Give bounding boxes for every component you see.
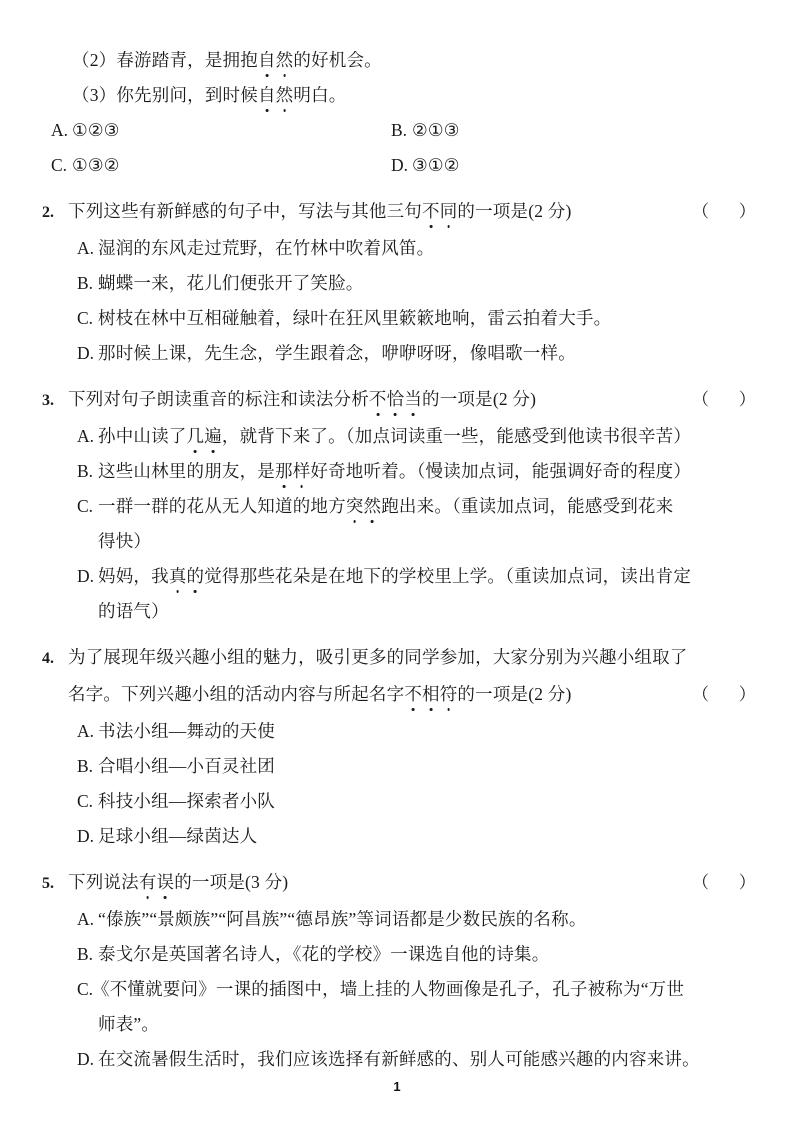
question-4-stem-emphasis: 不相符 [404,684,458,704]
intro-options-row-2 [42,157,754,192]
question-4-option-c-text: 科技小组—探索者小队 [98,791,275,811]
question-4-option-d[interactable] [68,828,754,863]
question-4-number: 4. [42,650,54,667]
intro-option-c[interactable] [42,157,382,192]
question-5-option-a-text: “傣族”“景颇族”“阿昌族”“德昂族”等词语都是少数民族的名称。 [98,909,587,929]
question-4-option-a-text: 书法小组—舞动的天使 [98,721,275,741]
sub-item-3-marker: （3） [72,85,117,105]
question-4-option-a[interactable] [68,723,754,758]
question-5-option-b-text: 泰戈尔是英国著名诗人，《花的学校》一课选自他的诗集。 [98,944,550,964]
question-2-option-b-label: B. [77,273,94,293]
question-2 [42,203,754,380]
question-2-stem-after: 的一项是(2 分) [457,201,572,221]
question-3-option-d-emphasis: 真的 [168,566,205,586]
question-2-option-a-label: A. [77,238,95,258]
question-4-option-b-text: 合唱小组—小百灵社团 [98,756,275,776]
exam-content [42,52,754,1086]
question-2-option-c-text: 树枝在林中互相碰触着，绿叶在狂风里簌簌地响，雷云拍着大手。 [98,308,612,328]
question-5-option-b-label: B. [77,944,94,964]
question-5 [42,874,754,1086]
intro-option-b-label: B. [391,120,408,140]
question-4-option-d-label: D. [77,826,95,846]
sub-item-2-before: 春游踏青，是拥抱 [116,50,258,70]
question-4-stem-line-1-text: 为了展现年级兴趣小组的魅力，吸引更多的同学参加，大家分别为兴趣小组取了 [68,647,688,667]
question-2-number: 2. [42,204,54,221]
question-5-stem [68,874,754,911]
question-3-option-a[interactable] [68,428,754,463]
question-3-option-c-text: 一群一群的花从无人知道的地方突然跑出来。（重读加点词，能感受到花来 [98,496,674,516]
question-3-option-b-label: B. [77,461,94,481]
question-5-number: 5. [42,875,54,892]
question-4-stem-line-2 [68,686,754,723]
question-5-answer-bracket[interactable]: （ ） [692,873,756,892]
question-3 [42,391,754,638]
question-5-stem-after: 的一项是(3 分) [174,872,289,892]
intro-option-a[interactable] [42,122,382,157]
sub-item-2-marker: （2） [72,50,117,70]
question-4-option-b[interactable] [68,758,754,793]
sub-item-3-emphasis: 自然 [257,85,294,105]
page-number: 1 [393,1079,401,1094]
question-2-option-a-text: 湿润的东风走过荒野，在竹林中吹着风笛。 [98,238,435,258]
question-2-stem-emphasis: 不同 [422,201,458,221]
question-2-option-a[interactable] [68,240,754,275]
question-2-option-c[interactable] [68,310,754,345]
question-3-option-b-text: 这些山林里的朋友，是那样好奇地听着。（慢读加点词，能强调好奇的程度） [98,461,692,481]
question-3-option-a-label: A. [77,426,95,446]
question-3-option-d[interactable] [68,568,754,603]
question-4-stem-before: 名字。下列兴趣小组的活动内容与所起名字 [68,684,405,704]
question-3-stem [68,391,754,428]
intro-option-a-label: A. [51,120,69,140]
question-5-option-a-label: A. [77,909,95,929]
question-4 [42,649,754,863]
question-3-option-a-emphasis: 几遍 [186,426,222,446]
question-3-stem-after: 的一项是(2 分) [422,389,537,409]
intro-option-c-label: C. [51,155,68,175]
question-5-option-c-cont: 师表”。 [98,1014,160,1034]
question-3-stem-before: 下列对句子朗读重音的标注和读法分析 [68,389,369,409]
question-4-stem-line-1 [68,649,754,686]
question-5-option-c[interactable] [68,981,754,1016]
sub-item-2 [42,52,754,87]
question-5-stem-emphasis: 有误 [138,872,175,892]
question-5-option-a[interactable] [68,911,754,946]
intro-option-b-text: ②①③ [412,120,460,140]
question-5-stem-before: 下列说法 [68,872,139,892]
intro-option-b[interactable] [382,122,460,157]
intro-option-c-text: ①③② [72,155,120,175]
question-4-answer-bracket[interactable]: （ ） [692,685,756,704]
question-3-option-d-text: 妈妈，我真的觉得那些花朵是在地下的学校里上学。（重读加点词，读出肯定 [98,566,692,586]
question-2-option-b-text: 蝴蝶一来，花儿们便张开了笑脸。 [98,273,364,293]
question-3-option-a-text: 孙中山读了几遍，就背下来了。（加点词读重一些，能感受到他读书很辛苦） [98,426,692,446]
question-3-option-d-cont: 的语气） [98,601,169,621]
question-5-option-b[interactable] [68,946,754,981]
question-2-option-d[interactable] [68,345,754,380]
question-3-option-c[interactable] [68,498,754,533]
question-3-option-b-emphasis: 那样 [275,461,311,481]
question-2-option-d-label: D. [77,343,95,363]
sub-item-3-after: 明白。 [293,85,347,105]
intro-options-row-1 [42,122,754,157]
intro-option-d-text: ③①② [412,155,460,175]
question-3-option-c-cont: 得快） [98,531,152,551]
question-3-option-b[interactable] [68,463,754,498]
intro-option-a-text: ①②③ [72,120,120,140]
question-5-option-c-text: 《不懂就要问》一课的插图中，墙上挂的人物画像是孔子，孔子被称为“万世 [92,979,685,999]
question-2-option-c-label: C. [77,308,94,328]
question-4-option-a-label: A. [77,721,95,741]
question-4-stem-after: 的一项是(2 分) [457,684,572,704]
sub-item-3-before: 你先别问，到时候 [116,85,258,105]
question-4-option-b-label: B. [77,756,94,776]
question-5-option-d-text: 在交流暑假生活时，我们应该选择有新鲜感的、别人可能感兴趣的内容来讲。 [98,1049,700,1069]
question-2-option-d-text: 那时候上课，先生念，学生跟着念，咿咿呀呀，像唱歌一样。 [98,343,576,363]
question-2-stem-before: 下列这些有新鲜感的句子中，写法与其他三句 [68,201,422,221]
question-3-number: 3. [42,392,54,409]
question-2-answer-bracket[interactable]: （ ） [692,202,756,221]
sub-item-2-after: 的好机会。 [293,50,382,70]
question-3-option-c-label: C. [77,496,94,516]
intro-option-d-label: D. [391,155,409,175]
question-2-stem [68,203,754,240]
question-4-option-d-text: 足球小组—绿茵达人 [98,826,258,846]
question-5-option-c-label: C. [77,979,94,999]
question-3-option-d-label: D. [77,566,95,586]
sub-item-3 [42,87,754,122]
intro-option-d[interactable] [382,157,460,192]
question-2-option-b[interactable] [68,275,754,310]
question-5-option-d-label: D. [77,1049,95,1069]
question-3-answer-bracket[interactable]: （ ） [692,390,756,409]
question-3-stem-emphasis: 不恰当 [368,389,423,409]
question-4-option-c[interactable] [68,793,754,828]
question-4-option-c-label: C. [77,791,94,811]
question-3-option-c-emphasis: 突然 [345,496,382,516]
sub-item-2-emphasis: 自然 [257,50,294,70]
